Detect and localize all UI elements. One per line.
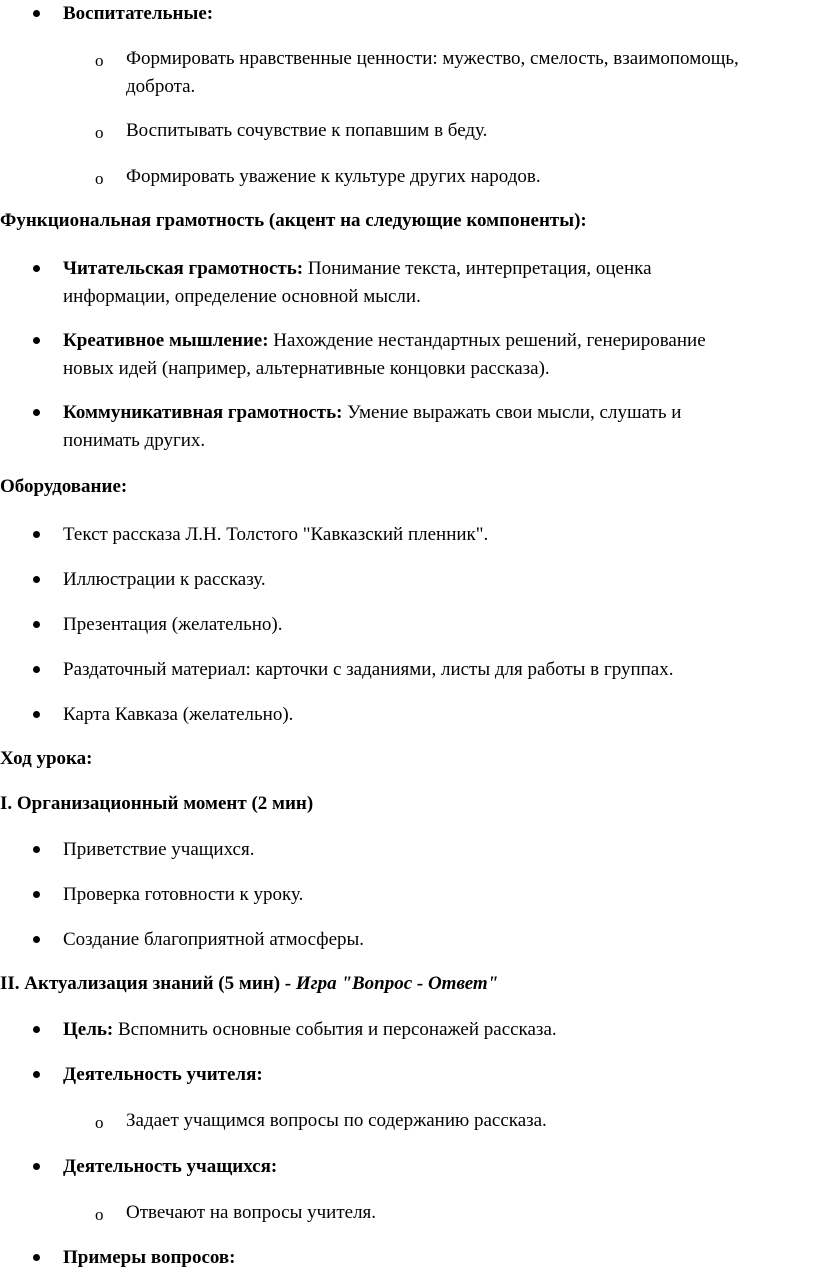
bullet-icon (33, 621, 40, 628)
bullet-icon (33, 10, 40, 17)
list-item: Карта Кавказа (желательно). (63, 704, 294, 725)
bullet-icon (33, 409, 40, 416)
list-item-continuation: новых идей (например, альтернативные концовки рассказа). (63, 358, 550, 379)
section-heading-literacy: Функциональная грамотность (акцент на следующие компоненты): (0, 210, 587, 231)
list-item-continuation: информации, определение основной мысли. (63, 286, 421, 307)
bullet-icon (33, 666, 40, 673)
section-title-upbringing: Воспитательные: (63, 3, 214, 24)
heading-italic-text: Игра "Вопрос - Ответ" (295, 973, 499, 994)
list-item: Деятельность учащихся: (63, 1156, 278, 1177)
list-item: Текст рассказа Л.Н. Толстого "Кавказский пленник". (63, 524, 489, 545)
list-item: Воспитывать сочувствие к попавшим в беду. (126, 120, 488, 141)
list-item (63, 327, 808, 355)
item-text: Вспомнить основные события и персонажей рассказа. (113, 1019, 557, 1040)
item-text: Понимание текста, интерпретация, оценка (303, 258, 652, 279)
bullet-icon (33, 711, 40, 718)
list-item (63, 1016, 808, 1044)
subsection-heading-part2 (0, 970, 498, 998)
bullet-icon (33, 1254, 40, 1261)
section-heading-equipment: Оборудование: (0, 476, 128, 497)
list-item (63, 399, 808, 427)
heading-text: II. Актуализация знаний (5 мин) - (0, 973, 296, 994)
bullet-icon (33, 1071, 40, 1078)
list-item: Приветствие учащихся. (63, 839, 255, 860)
list-item: Отвечают на вопросы учителя. (126, 1202, 377, 1223)
bullet-icon (33, 936, 40, 943)
list-item: Раздаточный материал: карточки с заданиями, листы для работы в группах. (63, 659, 674, 680)
bullet-icon (33, 1026, 40, 1033)
item-text: Нахождение нестандартных решений, генерирование (268, 330, 706, 351)
bullet-icon (33, 1163, 40, 1170)
section-heading-lesson: Ход урока: (0, 748, 93, 769)
list-item (63, 255, 808, 283)
bullet-icon (33, 576, 40, 583)
item-label: Читательская грамотность: (63, 258, 304, 279)
list-item: Деятельность учителя: (63, 1064, 263, 1085)
list-item: Формировать уважение к культуре других народов. (126, 166, 541, 187)
list-item-continuation: доброта. (126, 76, 196, 97)
list-item: Создание благоприятной атмосферы. (63, 929, 365, 950)
item-label: Креативное мышление: (63, 330, 269, 351)
list-item: Задает учащимся вопросы по содержанию рассказа. (126, 1110, 547, 1131)
list-item: Проверка готовности к уроку. (63, 884, 304, 905)
bullet-icon (33, 531, 40, 538)
bullet-icon (33, 337, 40, 344)
item-label: Цель: (63, 1019, 114, 1040)
circle-marker-icon: o (95, 51, 104, 70)
circle-marker-icon: o (95, 123, 104, 142)
subsection-heading-part1: I. Организационный момент (2 мин) (0, 793, 314, 814)
list-item: Примеры вопросов: (63, 1247, 236, 1268)
list-item: Формировать нравственные ценности: мужество, смелость, взаимопомощь, (126, 48, 739, 69)
circle-marker-icon: o (95, 1113, 104, 1132)
item-label: Коммуникативная грамотность: (63, 402, 343, 423)
bullet-icon (33, 891, 40, 898)
bullet-icon (33, 846, 40, 853)
circle-marker-icon: o (95, 1205, 104, 1224)
bullet-icon (33, 265, 40, 272)
item-text: Умение выражать свои мысли, слушать и (342, 402, 682, 423)
list-item-continuation: понимать других. (63, 430, 206, 451)
circle-marker-icon: o (95, 169, 104, 188)
list-item: Иллюстрации к рассказу. (63, 569, 266, 590)
list-item: Презентация (желательно). (63, 614, 283, 635)
